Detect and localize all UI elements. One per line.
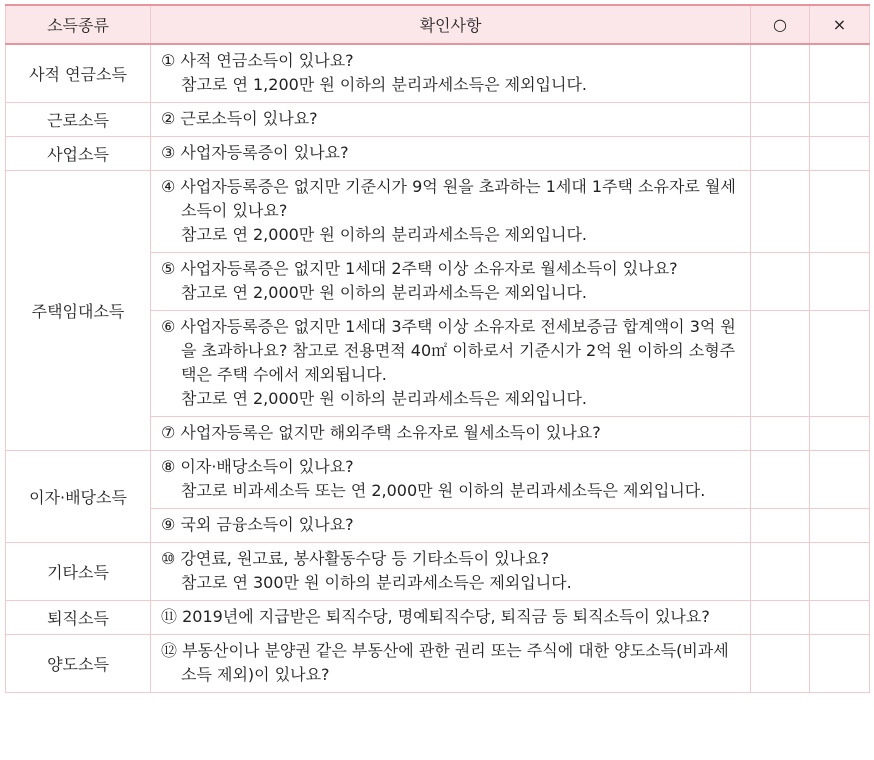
question-cell (151, 543, 751, 601)
no-checkbox[interactable] (810, 451, 870, 509)
yes-checkbox[interactable] (751, 253, 810, 311)
category-cell: 주택임대소득 (6, 171, 151, 451)
question-cell (151, 253, 751, 311)
question-cell (151, 311, 751, 417)
question-cell (151, 601, 751, 635)
no-checkbox[interactable] (810, 253, 870, 311)
category-cell: 퇴직소득 (6, 601, 151, 635)
question-text: ③ 사업자등록증이 있나요? (161, 143, 349, 162)
note-text: 참고로 비과세소득 또는 연 2,000만 원 이하의 분리과세소득은 제외입니다. (181, 481, 706, 500)
question-cell (151, 451, 751, 509)
question-text: ⑪ 2019년에 지급받은 퇴직수당, 명예퇴직수당, 퇴직금 등 퇴직소득이 있나요? (161, 607, 710, 626)
note-text: 참고로 연 300만 원 이하의 분리과세소득은 제외입니다. (181, 573, 572, 592)
income-checklist-table (5, 4, 870, 693)
table-row (6, 635, 870, 693)
yes-checkbox[interactable] (751, 311, 810, 417)
question-cell (151, 509, 751, 543)
question-cell (151, 103, 751, 137)
question-text: ⑦ 사업자등록은 없지만 해외주택 소유자로 월세소득이 있나요? (161, 423, 601, 442)
question-cell (151, 171, 751, 253)
category-cell: 기타소득 (6, 543, 151, 601)
yes-checkbox[interactable] (751, 509, 810, 543)
question-text: ⑨ 국외 금융소득이 있나요? (161, 515, 354, 534)
question-text: ① 사적 연금소득이 있나요? (161, 51, 354, 70)
yes-checkbox[interactable] (751, 171, 810, 253)
table-row (6, 137, 870, 171)
table-row (6, 451, 870, 509)
no-checkbox[interactable] (810, 171, 870, 253)
table-row (6, 171, 870, 253)
yes-checkbox[interactable] (751, 543, 810, 601)
note-text: 참고로 연 1,200만 원 이하의 분리과세소득은 제외입니다. (181, 75, 587, 94)
category-cell: 사업소득 (6, 137, 151, 171)
no-checkbox[interactable] (810, 509, 870, 543)
header-income-type: 소득종류 (6, 5, 151, 44)
category-cell: 사적 연금소득 (6, 44, 151, 103)
question-text: ② 근로소득이 있나요? (161, 109, 318, 128)
header-check-items: 확인사항 (151, 5, 751, 44)
yes-checkbox[interactable] (751, 417, 810, 451)
no-checkbox[interactable] (810, 103, 870, 137)
question-text: ④ 사업자등록증은 없지만 기준시가 9억 원을 초과하는 1세대 1주택 소유자로 월세소득이 있나요? (161, 177, 736, 220)
category-cell: 이자·배당소득 (6, 451, 151, 543)
no-checkbox[interactable] (810, 601, 870, 635)
question-text: ⑫ 부동산이나 분양권 같은 부동산에 관한 권리 또는 주식에 대한 양도소득(비과세소득 제외)이 있나요? (161, 641, 729, 684)
yes-checkbox[interactable] (751, 601, 810, 635)
question-cell (151, 137, 751, 171)
category-cell: 양도소득 (6, 635, 151, 693)
yes-checkbox[interactable] (751, 137, 810, 171)
yes-checkbox[interactable] (751, 44, 810, 103)
table-row (6, 601, 870, 635)
question-cell (151, 635, 751, 693)
note-text: 참고로 연 2,000만 원 이하의 분리과세소득은 제외입니다. (181, 283, 587, 302)
table-row (6, 103, 870, 137)
no-checkbox[interactable] (810, 635, 870, 693)
table-row (6, 44, 870, 103)
header-no: × (810, 5, 870, 44)
question-text: ⑧ 이자·배당소득이 있나요? (161, 457, 354, 476)
header-row (6, 5, 870, 44)
question-text: ⑤ 사업자등록증은 없지만 1세대 2주택 이상 소유자로 월세소득이 있나요? (161, 259, 678, 278)
question-text: ⑥ 사업자등록증은 없지만 1세대 3주택 이상 소유자로 전세보증금 합계액이 3억 원을 초과하나요? 참고로 전용면적 40㎡ 이하로서 기준시가 2억 원 이하의 소형주택은 주택 수에서 제외됩니다. (161, 317, 736, 384)
question-cell (151, 417, 751, 451)
no-checkbox[interactable] (810, 44, 870, 103)
yes-checkbox[interactable] (751, 103, 810, 137)
question-cell (151, 44, 751, 103)
note-text: 참고로 연 2,000만 원 이하의 분리과세소득은 제외입니다. (181, 389, 587, 408)
no-checkbox[interactable] (810, 311, 870, 417)
no-checkbox[interactable] (810, 417, 870, 451)
category-cell: 근로소득 (6, 103, 151, 137)
yes-checkbox[interactable] (751, 635, 810, 693)
yes-checkbox[interactable] (751, 451, 810, 509)
note-text: 참고로 연 2,000만 원 이하의 분리과세소득은 제외입니다. (181, 225, 587, 244)
no-checkbox[interactable] (810, 137, 870, 171)
question-text: ⑩ 강연료, 원고료, 봉사활동수당 등 기타소득이 있나요? (161, 549, 550, 568)
no-checkbox[interactable] (810, 543, 870, 601)
table-row (6, 543, 870, 601)
header-yes: ○ (751, 5, 810, 44)
